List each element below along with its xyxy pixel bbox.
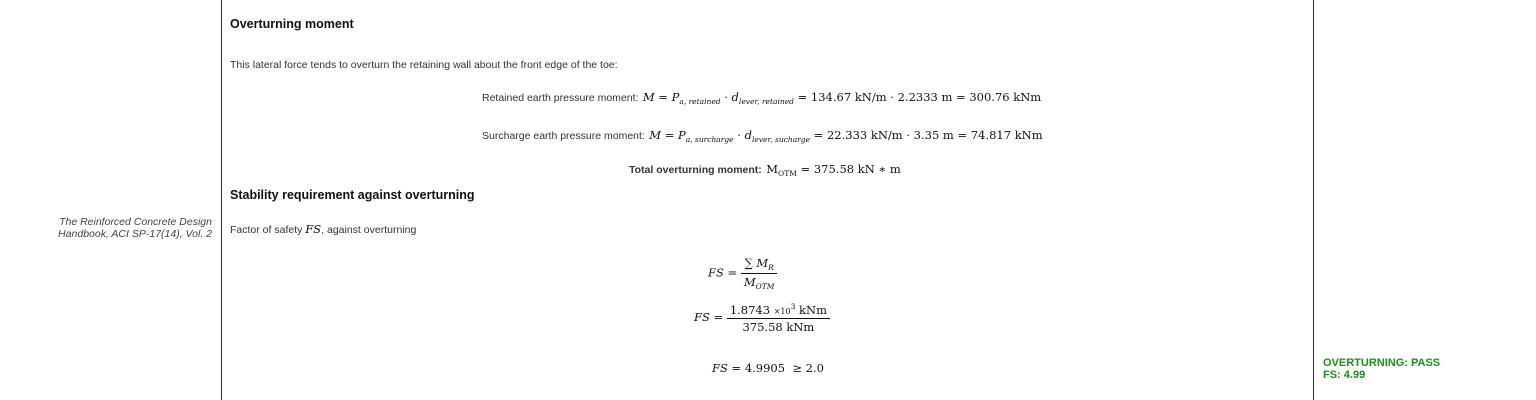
status-line-1: OVERTURNING: PASS: [1323, 357, 1441, 369]
fs-sub-den-value: 375.58: [742, 320, 783, 334]
section-heading-stability-requirement: Stability requirement against overturning: [230, 188, 475, 202]
fs-substituted-fraction: [727, 302, 830, 334]
fs-sub-num-exp: 3: [790, 302, 796, 311]
surcharge-P-unit: kN/m: [870, 128, 903, 142]
fs-sub-num-value: 1.8743: [729, 303, 771, 317]
surcharge-P-value: 22.333: [826, 128, 868, 142]
retained-d-value: 2.2333: [897, 90, 938, 104]
fs-result-value: 4.9905: [744, 361, 786, 375]
fs-sub-lhs: FS: [694, 310, 710, 324]
surcharge-d-value: 3.35: [913, 128, 940, 142]
total-overturning-moment: Total overturning moment: $M_{OTM} = 375.58$ kN ∗ m: [629, 162, 901, 178]
fs-result-operator: ≥: [792, 361, 803, 375]
fs-den-M: M: [743, 275, 756, 289]
retained-moment-label: Retained earth pressure moment:: [482, 92, 639, 104]
fs-den-sub: OTM: [755, 282, 775, 291]
fs-num-sub: R: [768, 263, 774, 272]
overturning-status-badge: [1323, 357, 1440, 381]
surcharge-moment-label: Surcharge earth pressure moment:: [482, 130, 645, 142]
total-moment-unit: kN ∗ m: [857, 162, 901, 176]
surcharge-d-unit: m: [942, 128, 954, 142]
retained-P-subscript: a, retained: [679, 97, 721, 106]
total-moment-label: Total overturning moment:: [629, 164, 762, 176]
surcharge-moment-equation: Surcharge earth pressure moment: $M = P_{a, surcharge} \cdot d_{lever, sucharge} = 22.333$ kN/m · 3.35 m = 74.817 kNm: [482, 128, 1043, 144]
fs-num-M: M: [756, 256, 769, 270]
total-moment-value: 375.58: [813, 162, 855, 176]
fs-sub-num-times: ×10: [773, 307, 791, 316]
retained-d-subscript: lever, retained: [738, 97, 794, 106]
retained-d-unit: m: [941, 90, 953, 104]
fs-result-equation: FS = 4.9905 ≥ 2.0: [712, 361, 824, 375]
reference-line-2: Handbook, ACI SP-17(14), Vol. 2: [58, 228, 212, 240]
surcharge-P-subscript: a, surcharge: [685, 135, 734, 144]
surcharge-moment-unit: kNm: [1014, 128, 1043, 142]
fs-text-post: , against overturning: [321, 224, 417, 236]
fs-formula-fraction: [741, 256, 778, 291]
fs-result-limit: 2.0: [805, 361, 824, 375]
retained-moment-equation: Retained earth pressure moment: $M = P_{a, retained} \cdot d_{lever, retained} = 134.67$ kN/m · 2.2333 m = 300.76 kNm: [482, 90, 1042, 106]
fs-sub-den-unit: kNm: [786, 320, 815, 334]
status-line-2: FS: 4.99: [1323, 369, 1366, 381]
retained-moment-unit: kNm: [1013, 90, 1042, 104]
sigma-symbol: ∑: [744, 256, 753, 270]
fs-result-lhs: FS: [712, 361, 728, 375]
fs-formula-lhs: FS: [708, 265, 724, 280]
fs-sub-num-unit: kNm: [799, 303, 827, 317]
reference-line-1: The Reinforced Concrete Design: [59, 216, 212, 228]
retained-P-unit: kN/m: [854, 90, 887, 104]
section-heading-overturning-moment: Overturning moment: [230, 17, 354, 31]
surcharge-moment-result: 74.817: [970, 128, 1012, 142]
fs-substituted-equation: FS = $\frac{1.8743 \times 10^3 kNm}{\text{375.58 kNm}}$: [694, 302, 830, 334]
fs-formula: FS = $\frac{\sum M_R}{M_{OTM}}$: [708, 256, 777, 291]
factor-of-safety-text: [230, 222, 416, 236]
surcharge-d-subscript: lever, sucharge: [751, 135, 811, 144]
retained-moment-result: 300.76: [969, 90, 1010, 104]
total-moment-symbol: M: [766, 162, 779, 176]
fs-symbol: FS: [305, 222, 322, 236]
right-column-divider: [1313, 0, 1314, 400]
retained-P-value: 134.67: [810, 90, 852, 104]
reference-citation: [58, 216, 212, 240]
fs-text-pre: Factor of safety: [230, 224, 303, 236]
overturning-intro-text: This lateral force tends to overturn the retaining wall about the front edge of the toe:: [230, 59, 618, 71]
total-moment-subscript: OTM: [778, 169, 797, 178]
left-column-divider: [221, 0, 222, 400]
